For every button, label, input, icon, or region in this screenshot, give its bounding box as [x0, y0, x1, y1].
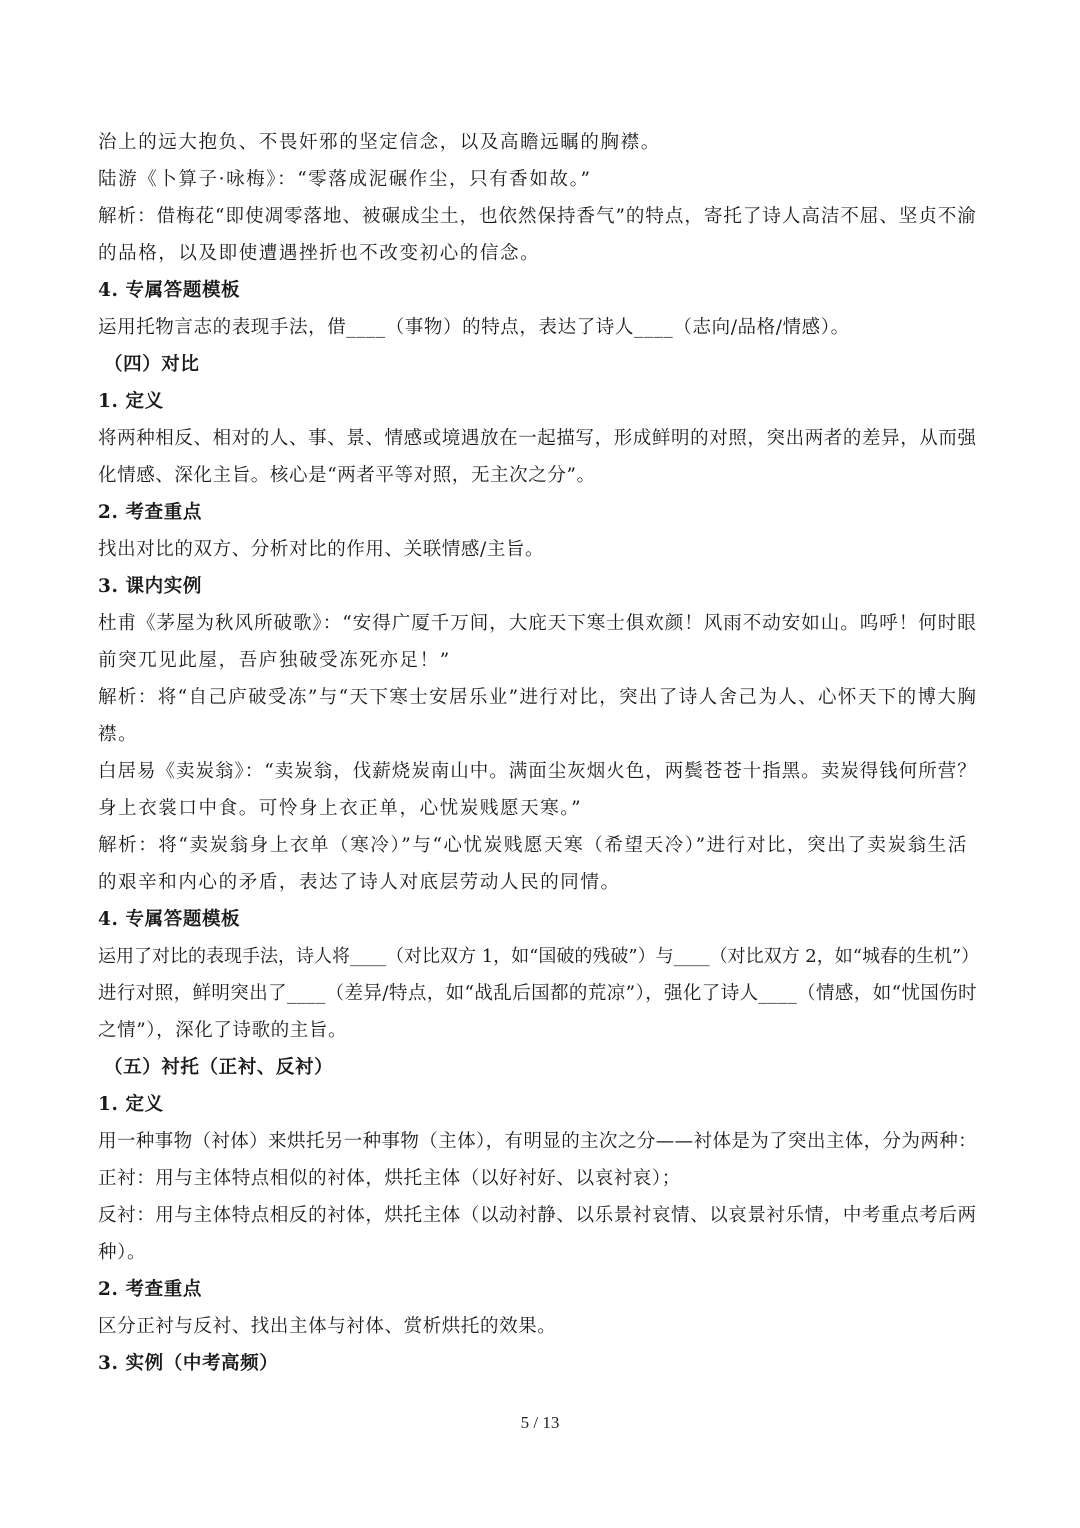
- quote-line: 解析：借梅花“即使凋零落地、被碾成尘土，也依然保持香气”的特点，寄托了诗人高洁不屈、坚贞不渝: [98, 206, 977, 227]
- text-line: 运用托物言志的表现手法，借____（事物）的特点，表达了诗人____（志向/品格/情感）。: [98, 317, 850, 338]
- quote-line: 解析：将“自己庐破受冻”与“天下寒士安居乐业”进行对比，突出了诗人舍己为人、心怀天下的博大胸: [98, 687, 978, 708]
- subheading: 2. 考查重点: [98, 502, 202, 523]
- subheading: 4. 专属答题模板: [98, 280, 241, 301]
- page-number: 5 / 13: [520, 1413, 560, 1432]
- text-line: 运用了对比的表现手法，诗人将____（对比双方 1，如“国破的残破”）与____（对比双方 2，如“城春的生机”）: [98, 946, 980, 967]
- quote-line: 白居易《卖炭翁》：“卖炭翁，伐薪烧炭南山中。满面尘灰烟火色，两鬓苍苍十指黑。卖炭得钱何所营？: [98, 761, 977, 782]
- quote-line: 解析：将“卖炭翁身上衣单（寒冷）”与“心忧炭贱愿天寒（希望天冷）”进行对比，突出了卖炭翁生活: [98, 835, 968, 856]
- text-line: 进行对照，鲜明突出了____（差异/特点，如“战乱后国都的荒凉”），强化了诗人____（情感，如“忧国伤时: [98, 983, 978, 1004]
- section-heading: （四）对比: [104, 354, 200, 375]
- subheading: 3. 课内实例: [98, 576, 202, 597]
- quote-line: 身上衣裳口中食。可怜身上衣正单，心忧炭贱愿天寒。”: [98, 798, 583, 819]
- quote-line: 的艰辛和内心的矛盾，表达了诗人对底层劳动人民的同情。: [98, 872, 621, 893]
- subheading: 3. 实例（中考高频）: [98, 1353, 279, 1374]
- text-line: 用一种事物（衬体）来烘托另一种事物（主体），有明显的主次之分——衬体是为了突出主体，分为两种：: [98, 1131, 978, 1152]
- page-body: [98, 124, 984, 1382]
- text-line: 之情”），深化了诗歌的主旨。: [98, 1020, 348, 1041]
- text-line: 种）。: [98, 1242, 147, 1263]
- subheading: 4. 专属答题模板: [98, 909, 241, 930]
- text-line: 正衬：用与主体特点相似的衬体，烘托主体（以好衬好、以哀衬哀）；: [98, 1168, 681, 1189]
- quote-line: 杜甫《茅屋为秋风所破歌》：“安得广厦千万间，大庇天下寒士俱欢颜！风雨不动安如山。呜呼！何时眼: [98, 613, 977, 634]
- subheading: 2. 考查重点: [98, 1279, 202, 1300]
- section-heading: （五）衬托（正衬、反衬）: [104, 1057, 334, 1078]
- quote-line: 前突兀见此屋，吾庐独破受冻死亦足！”: [98, 650, 451, 671]
- text-line: 化情感、深化主旨。核心是“两者平等对照，无主次之分”。: [98, 465, 596, 486]
- quote-line: 陆游《卜算子·咏梅》：“零落成泥碾作尘，只有香如故。”: [98, 169, 592, 190]
- quote-line: 治上的远大抱负、不畏奸邪的坚定信念，以及高瞻远瞩的胸襟。: [98, 132, 661, 153]
- quote-line: 襟。: [98, 724, 139, 745]
- subheading: 1. 定义: [98, 1094, 164, 1115]
- quote-line: 的品格，以及即使遭遇挫折也不改变初心的信念。: [98, 243, 541, 264]
- subheading: 1. 定义: [98, 391, 164, 412]
- text-line: 找出对比的双方、分析对比的作用、关联情感/主旨。: [98, 539, 545, 560]
- text-line: 将两种相反、相对的人、事、景、情感或境遇放在一起描写，形成鲜明的对照，突出两者的差异，从而强: [98, 428, 977, 449]
- text-line: 区分正衬与反衬、找出主体与衬体、赏析烘托的效果。: [98, 1316, 557, 1337]
- text-line: 反衬：用与主体特点相反的衬体，烘托主体（以动衬静、以乐景衬哀情、以哀景衬乐情，中考重点考后两: [98, 1205, 977, 1226]
